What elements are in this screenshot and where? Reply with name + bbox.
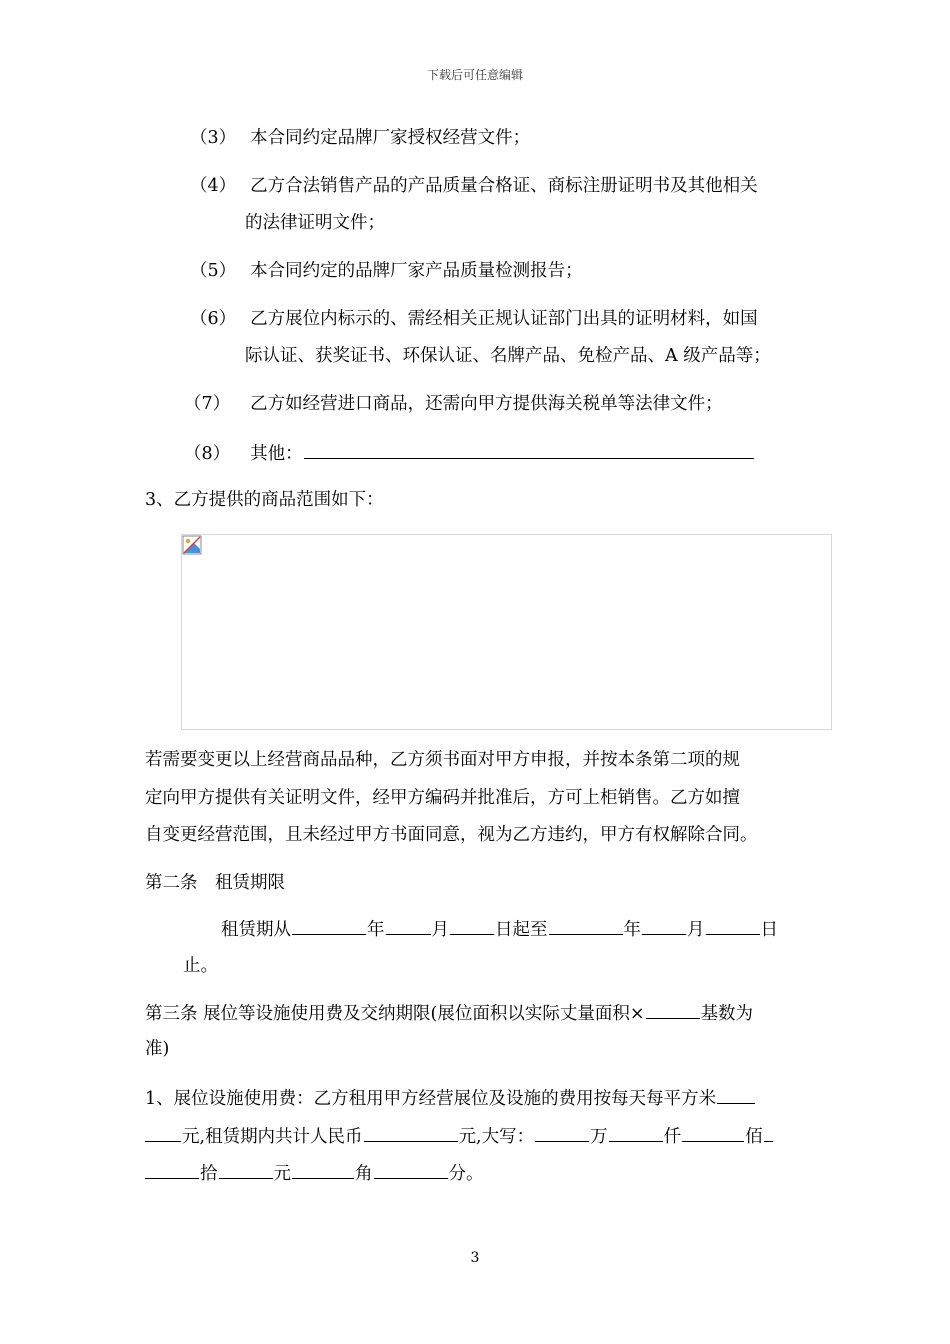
label: 月 [431,920,449,940]
label: 1、展位设施使用费：乙方租用甲方经营展位及设施的费用按每天每平方米 [145,1089,717,1109]
label: 年 [623,920,641,940]
label: 拾 [200,1164,218,1184]
list-item [184,392,723,416]
blank-line [304,440,754,459]
blank-base[interactable] [646,1000,700,1019]
item-text: 乙方如经营进口商品，还需向甲方提供海关税单等法律文件； [250,394,723,414]
item-number: （3） [190,128,237,148]
item-text: 其他： [250,444,303,464]
label: 日 [760,920,778,940]
paragraph-line: 若需要变更以上经营商品品种，乙方须书面对甲方申报，并按本条第二项的规 [145,750,740,770]
blank-shi[interactable] [145,1160,199,1179]
label: 佰 [745,1127,763,1147]
broken-image-icon [182,535,202,555]
fee-line [145,1085,756,1111]
blank-year-to[interactable] [549,916,623,935]
label: 分。 [448,1164,484,1184]
label: 元,租赁期内共计人民币 [182,1127,363,1147]
blank-jiao[interactable] [292,1160,354,1179]
item-number: （4） [190,176,237,196]
blank-shi-start[interactable] [764,1123,773,1142]
section-heading: 3、乙方提供的商品范围如下： [145,490,384,510]
list-item [190,259,583,283]
item-text: 本合同约定的品牌厂家产品质量检测报告； [250,261,583,281]
blank-qian[interactable] [609,1123,663,1142]
article-title: 第二条 租赁期限 [145,873,285,893]
list-item [190,126,530,150]
paragraph-line: 定向甲方提供有关证明文件，经甲方编码并批准后，方可上柜销售。乙方如擅 [145,788,740,808]
label: 角 [355,1164,373,1184]
paragraph-line: 自变更经营范围，且未经过甲方书面同意，视为乙方违约，甲方有权解除合同。 [145,825,758,845]
list-item [184,440,755,466]
blank-bai[interactable] [682,1123,744,1142]
blank-day-to[interactable] [706,916,760,935]
label: 元 [273,1164,291,1184]
label: 元,大写： [458,1127,535,1147]
item-continuation: 的法律证明文件； [245,213,385,233]
blank-wan[interactable] [535,1123,589,1142]
item-text: 乙方展位内标示的、需经相关正规认证部门出具的证明材料，如国 [250,309,758,329]
item-number: （6） [190,309,237,329]
item-text: 本合同约定品牌厂家授权经营文件； [250,128,531,148]
blank-daily-rate[interactable] [717,1085,755,1104]
fee-line [145,1123,774,1149]
item-text: 乙方合法销售产品的产品质量合格证、商标注册证明书及其他相关 [250,176,758,196]
label: 万 [590,1127,608,1147]
list-item [190,174,758,198]
article-title-cont: 准) [145,1039,170,1059]
fee-line [145,1160,484,1186]
blank-total[interactable] [364,1123,458,1142]
item-number: （8） [184,444,231,464]
image-placeholder [181,534,832,730]
page-header: 下载后可任意编辑 [426,68,523,82]
lease-period-line [221,916,778,942]
item-number: （7） [184,394,231,414]
label: 月 [687,920,705,940]
label: 第三条 展位等设施使用费及交纳期限(展位面积以实际丈量面积× [145,1004,645,1024]
blank-month-to[interactable] [642,916,686,935]
blank-yuan[interactable] [219,1160,273,1179]
label: 仟 [663,1127,682,1147]
article-title [145,1000,753,1026]
label: 租赁期从 [221,920,291,940]
blank-month-from[interactable] [386,916,431,935]
page-number: 3 [470,1250,480,1266]
list-item [190,307,758,331]
label: 年 [367,920,385,940]
label: 日起至 [495,920,548,940]
item-number: （5） [190,261,237,281]
label: 基数为 [700,1004,754,1024]
blank-daily-rate-cont[interactable] [145,1123,181,1142]
blank-year-from[interactable] [292,916,366,935]
item-continuation: 际认证、获奖证书、环保认证、名牌产品、免检产品、A 级产品等； [245,346,771,366]
lease-period-end: 止。 [183,956,218,976]
blank-day-from[interactable] [450,916,494,935]
blank-fen[interactable] [374,1160,448,1179]
